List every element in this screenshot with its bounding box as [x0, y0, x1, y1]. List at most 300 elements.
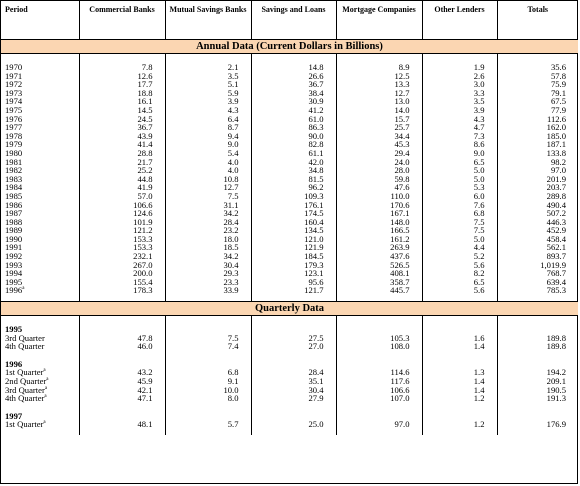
cell-totals: 162.0 — [497, 123, 578, 132]
period-label: 1993 — [5, 259, 23, 270]
cell-mutual-savings-banks: 8.7 — [165, 123, 251, 132]
cell-other-lenders: 7.5 — [422, 226, 497, 235]
period-label: 1971 — [5, 70, 23, 81]
cell-savings-and-loans: 38.4 — [251, 89, 336, 98]
column-header-period: Period — [5, 5, 28, 14]
cell-mutual-savings-banks: 9.4 — [165, 132, 251, 141]
period-cell — [1, 342, 79, 351]
period-label: 3rd Quarter — [5, 384, 45, 395]
cell-savings-and-loans: 90.0 — [251, 132, 336, 141]
footnote-marker: a — [46, 377, 49, 383]
annual-row — [1, 63, 578, 72]
annual-row — [1, 192, 578, 201]
group-year-label: 1997 — [5, 410, 23, 421]
cell-mortgage-companies: 13.3 — [336, 80, 422, 89]
cell-savings-and-loans: 30.9 — [251, 97, 336, 106]
cell-mortgage-companies: 263.9 — [336, 243, 422, 252]
cell-commercial-banks: 57.0 — [79, 192, 165, 201]
cell-mortgage-companies: 14.0 — [336, 106, 422, 115]
cell-commercial-banks: 43.9 — [79, 132, 165, 141]
cell-commercial-banks: 17.7 — [79, 80, 165, 89]
cell-totals: 187.1 — [497, 140, 578, 149]
period-label: 1994 — [5, 268, 23, 279]
period-label: 1983 — [5, 173, 23, 184]
spacer-row — [1, 316, 578, 326]
cell-other-lenders: 6.5 — [422, 278, 497, 287]
period-label: 1979 — [5, 139, 23, 150]
spacer-row — [1, 351, 578, 360]
period-label: 1984 — [5, 182, 23, 193]
period-label: 1980 — [5, 147, 23, 158]
cell-mortgage-companies: 148.0 — [336, 218, 422, 227]
cell-commercial-banks: 41.4 — [79, 140, 165, 149]
footnote-marker: a — [44, 385, 48, 391]
cell-mortgage-companies: 166.5 — [336, 226, 422, 235]
cell-commercial-banks: 106.6 — [79, 201, 165, 210]
cell-mortgage-companies: 408.1 — [336, 269, 422, 278]
cell-mortgage-companies: 28.0 — [336, 166, 422, 175]
spacer-row — [1, 429, 578, 435]
cell-savings-and-loans: 184.5 — [251, 252, 336, 261]
cell-totals: 785.3 — [497, 286, 578, 295]
cell-other-lenders: 3.3 — [422, 89, 497, 98]
cell-mortgage-companies: 45.3 — [336, 140, 422, 149]
cell-other-lenders: 4.7 — [422, 123, 497, 132]
cell-savings-and-loans: 86.3 — [251, 123, 336, 132]
annual-row — [1, 132, 578, 141]
annual-row — [1, 175, 578, 184]
cell-commercial-banks: 178.3 — [79, 286, 165, 295]
cell-savings-and-loans: 123.1 — [251, 269, 336, 278]
cell-mortgage-companies: 29.4 — [336, 149, 422, 158]
cell-totals: 1,019.9 — [497, 261, 578, 270]
cell-totals: 98.2 — [497, 158, 578, 167]
cell-mutual-savings-banks: 2.1 — [165, 63, 251, 72]
cell-savings-and-loans: 35.1 — [251, 377, 336, 386]
cell-mutual-savings-banks: 12.7 — [165, 183, 251, 192]
cell-mutual-savings-banks: 7.4 — [165, 342, 251, 351]
cell-totals: 35.6 — [497, 63, 578, 72]
cell-other-lenders: 1.3 — [422, 368, 497, 377]
cell-commercial-banks: 18.8 — [79, 89, 165, 98]
cell-totals: 97.0 — [497, 166, 578, 175]
column-header-other-lenders: Other Lenders — [422, 1, 497, 40]
cell-savings-and-loans: 174.5 — [251, 209, 336, 218]
annual-row — [1, 140, 578, 149]
annual-row — [1, 218, 578, 227]
cell-totals: 458.4 — [497, 235, 578, 244]
quarterly-row — [1, 377, 578, 386]
cell-other-lenders: 1.2 — [422, 394, 497, 403]
cell-mutual-savings-banks: 8.0 — [165, 394, 251, 403]
cell-savings-and-loans: 28.4 — [251, 368, 336, 377]
cell-other-lenders: 6.0 — [422, 192, 497, 201]
cell-other-lenders: 7.3 — [422, 132, 497, 141]
cell-commercial-banks: 16.1 — [79, 97, 165, 106]
period-label: 4th Quarter — [5, 393, 45, 404]
annual-row — [1, 115, 578, 124]
cell-other-lenders: 1.9 — [422, 63, 497, 72]
period-cell — [1, 394, 79, 403]
period-label: 1972 — [5, 79, 23, 90]
cell-commercial-banks: 101.9 — [79, 218, 165, 227]
cell-savings-and-loans: 61.0 — [251, 115, 336, 124]
footnote-marker: a — [22, 286, 25, 292]
cell-commercial-banks: 153.3 — [79, 243, 165, 252]
cell-commercial-banks: 153.3 — [79, 235, 165, 244]
cell-mortgage-companies: 34.4 — [336, 132, 422, 141]
cell-commercial-banks: 21.7 — [79, 158, 165, 167]
cell-totals: 190.5 — [497, 386, 578, 395]
column-header-savings-and-loans: Savings and Loans — [251, 1, 336, 40]
cell-mutual-savings-banks: 10.0 — [165, 386, 251, 395]
cell-mortgage-companies: 106.6 — [336, 386, 422, 395]
cell-commercial-banks: 25.2 — [79, 166, 165, 175]
quarter-group-year — [1, 325, 578, 334]
cell-mutual-savings-banks: 7.5 — [165, 334, 251, 343]
footnote-marker: a — [44, 394, 47, 400]
cell-mutual-savings-banks: 6.8 — [165, 368, 251, 377]
cell-mortgage-companies: 526.5 — [336, 261, 422, 270]
cell-commercial-banks: 28.8 — [79, 149, 165, 158]
annual-section-header — [1, 40, 578, 54]
cell-mutual-savings-banks: 34.2 — [165, 209, 251, 218]
period-label: 1995 — [5, 276, 23, 287]
cell-other-lenders: 3.0 — [422, 80, 497, 89]
cell-totals: 185.0 — [497, 132, 578, 141]
cell-savings-and-loans: 42.0 — [251, 158, 336, 167]
cell-savings-and-loans: 82.8 — [251, 140, 336, 149]
cell-mortgage-companies: 114.6 — [336, 368, 422, 377]
column-header-mutual-savings-banks: Mutual Savings Banks — [165, 1, 251, 40]
cell-commercial-banks: 232.1 — [79, 252, 165, 261]
cell-savings-and-loans: 27.0 — [251, 342, 336, 351]
cell-savings-and-loans: 81.5 — [251, 175, 336, 184]
annual-row — [1, 209, 578, 218]
cell-mutual-savings-banks: 5.9 — [165, 89, 251, 98]
cell-savings-and-loans: 121.9 — [251, 243, 336, 252]
cell-mutual-savings-banks: 29.3 — [165, 269, 251, 278]
cell-mortgage-companies: 25.7 — [336, 123, 422, 132]
cell-other-lenders: 9.0 — [422, 149, 497, 158]
period-label: 1974 — [5, 96, 23, 107]
cell-totals: 79.1 — [497, 89, 578, 98]
annual-row — [1, 72, 578, 81]
period-cell — [1, 420, 79, 429]
annual-row — [1, 235, 578, 244]
cell-savings-and-loans: 14.8 — [251, 63, 336, 72]
cell-commercial-banks: 43.2 — [79, 368, 165, 377]
cell-mortgage-companies: 170.6 — [336, 201, 422, 210]
annual-row — [1, 226, 578, 235]
cell-totals: 289.8 — [497, 192, 578, 201]
cell-mortgage-companies: 437.6 — [336, 252, 422, 261]
cell-mutual-savings-banks: 28.4 — [165, 218, 251, 227]
cell-totals: 768.7 — [497, 269, 578, 278]
period-label: 1978 — [5, 130, 23, 141]
annual-row — [1, 80, 578, 89]
column-header-commercial-banks: Commercial Banks — [79, 1, 165, 40]
period-label: 1970 — [5, 62, 23, 72]
annual-row — [1, 269, 578, 278]
cell-savings-and-loans: 41.2 — [251, 106, 336, 115]
cell-other-lenders: 3.9 — [422, 106, 497, 115]
cell-mortgage-companies: 24.0 — [336, 158, 422, 167]
cell-other-lenders: 7.5 — [422, 218, 497, 227]
cell-savings-and-loans: 121.0 — [251, 235, 336, 244]
cell-mutual-savings-banks: 30.4 — [165, 261, 251, 270]
cell-totals: 176.9 — [497, 420, 578, 429]
cell-commercial-banks: 124.6 — [79, 209, 165, 218]
period-label: 1988 — [5, 216, 23, 227]
cell-mortgage-companies: 12.5 — [336, 72, 422, 81]
period-label: 1986 — [5, 199, 23, 210]
period-label: 3rd Quarter — [5, 332, 45, 343]
cell-commercial-banks: 47.8 — [79, 334, 165, 343]
cell-savings-and-loans: 109.3 — [251, 192, 336, 201]
cell-commercial-banks: 267.0 — [79, 261, 165, 270]
cell-mutual-savings-banks: 10.8 — [165, 175, 251, 184]
cell-mortgage-companies: 13.0 — [336, 97, 422, 106]
quarterly-row — [1, 394, 578, 403]
cell-totals: 639.4 — [497, 278, 578, 287]
cell-totals: 452.9 — [497, 226, 578, 235]
cell-savings-and-loans: 160.4 — [251, 218, 336, 227]
quarterly-section-header — [1, 302, 578, 316]
period-label: 4th Quarter — [5, 341, 45, 352]
cell-totals: 191.3 — [497, 394, 578, 403]
cell-other-lenders: 2.6 — [422, 72, 497, 81]
quarter-group-year — [1, 412, 578, 421]
cell-other-lenders: 5.0 — [422, 166, 497, 175]
period-label: 1976 — [5, 113, 23, 124]
cell-savings-and-loans: 96.2 — [251, 183, 336, 192]
cell-commercial-banks: 24.5 — [79, 115, 165, 124]
cell-savings-and-loans: 34.8 — [251, 166, 336, 175]
cell-mutual-savings-banks: 18.0 — [165, 235, 251, 244]
period-label: 1st Quarter — [5, 367, 44, 378]
period-cell — [1, 286, 79, 295]
cell-mutual-savings-banks: 4.0 — [165, 166, 251, 175]
period-label: 1996 — [5, 285, 23, 296]
cell-mutual-savings-banks: 34.2 — [165, 252, 251, 261]
annual-row — [1, 158, 578, 167]
cell-savings-and-loans: 26.6 — [251, 72, 336, 81]
cell-commercial-banks: 47.1 — [79, 394, 165, 403]
cell-totals: 562.1 — [497, 243, 578, 252]
quarter-group-year — [1, 360, 578, 369]
cell-other-lenders: 5.3 — [422, 183, 497, 192]
table-body — [1, 40, 578, 435]
cell-other-lenders: 5.0 — [422, 235, 497, 244]
cell-commercial-banks: 7.8 — [79, 63, 165, 72]
cell-mutual-savings-banks: 5.1 — [165, 80, 251, 89]
period-label: 1991 — [5, 242, 23, 253]
cell-savings-and-loans: 25.0 — [251, 420, 336, 429]
cell-totals: 893.7 — [497, 252, 578, 261]
period-label: 1973 — [5, 87, 23, 98]
quarterly-row — [1, 368, 578, 377]
period-label: 1992 — [5, 251, 23, 262]
cell-mutual-savings-banks: 33.9 — [165, 286, 251, 295]
cell-other-lenders: 1.4 — [422, 342, 497, 351]
cell-totals: 67.5 — [497, 97, 578, 106]
cell-totals: 446.3 — [497, 218, 578, 227]
cell-commercial-banks: 45.9 — [79, 377, 165, 386]
spacer-row — [1, 403, 578, 412]
spacer-row — [1, 54, 578, 64]
cell-other-lenders: 8.2 — [422, 269, 497, 278]
cell-totals: 112.6 — [497, 115, 578, 124]
period-label: 1985 — [5, 190, 23, 201]
cell-mutual-savings-banks: 4.3 — [165, 106, 251, 115]
period-label: 1975 — [5, 104, 23, 115]
cell-mutual-savings-banks: 5.7 — [165, 420, 251, 429]
cell-mutual-savings-banks: 23.2 — [165, 226, 251, 235]
cell-other-lenders: 1.4 — [422, 377, 497, 386]
cell-mortgage-companies: 358.7 — [336, 278, 422, 287]
cell-mortgage-companies: 108.0 — [336, 342, 422, 351]
cell-commercial-banks: 46.0 — [79, 342, 165, 351]
cell-mortgage-companies: 110.0 — [336, 192, 422, 201]
cell-savings-and-loans: 27.5 — [251, 334, 336, 343]
cell-savings-and-loans: 176.1 — [251, 201, 336, 210]
cell-totals: 201.9 — [497, 175, 578, 184]
cell-other-lenders: 8.6 — [422, 140, 497, 149]
annual-row — [1, 243, 578, 252]
cell-commercial-banks: 42.1 — [79, 386, 165, 395]
cell-mutual-savings-banks: 18.5 — [165, 243, 251, 252]
cell-commercial-banks: 14.5 — [79, 106, 165, 115]
cell-savings-and-loans: 61.1 — [251, 149, 336, 158]
cell-mortgage-companies: 47.6 — [336, 183, 422, 192]
cell-other-lenders: 7.6 — [422, 201, 497, 210]
cell-other-lenders: 1.4 — [422, 386, 497, 395]
cell-mortgage-companies: 12.7 — [336, 89, 422, 98]
cell-mutual-savings-banks: 6.4 — [165, 115, 251, 124]
quarterly-row — [1, 334, 578, 343]
cell-savings-and-loans: 36.7 — [251, 80, 336, 89]
cell-totals: 209.1 — [497, 377, 578, 386]
cell-mutual-savings-banks: 3.5 — [165, 72, 251, 81]
cell-mortgage-companies: 167.1 — [336, 209, 422, 218]
period-label: 1977 — [5, 122, 23, 133]
cell-mortgage-companies: 8.9 — [336, 63, 422, 72]
cell-mortgage-companies: 105.3 — [336, 334, 422, 343]
cell-savings-and-loans: 95.6 — [251, 278, 336, 287]
cell-savings-and-loans: 121.7 — [251, 286, 336, 295]
cell-other-lenders: 1.2 — [422, 420, 497, 429]
cell-savings-and-loans: 179.3 — [251, 261, 336, 270]
annual-row — [1, 278, 578, 287]
cell-mutual-savings-banks: 3.9 — [165, 97, 251, 106]
period-label: 2nd Quarter — [5, 376, 47, 386]
period-label: 1989 — [5, 225, 23, 236]
cell-totals: 133.8 — [497, 149, 578, 158]
cell-mutual-savings-banks: 31.1 — [165, 201, 251, 210]
cell-mortgage-companies: 15.7 — [336, 115, 422, 124]
annual-row — [1, 123, 578, 132]
cell-totals: 189.8 — [497, 342, 578, 351]
cell-other-lenders: 6.8 — [422, 209, 497, 218]
cell-totals: 57.8 — [497, 72, 578, 81]
cell-totals: 203.7 — [497, 183, 578, 192]
cell-other-lenders: 6.5 — [422, 158, 497, 167]
period-label: 1st Quarter — [5, 419, 44, 430]
cell-other-lenders: 5.6 — [422, 286, 497, 295]
cell-mortgage-companies: 107.0 — [336, 394, 422, 403]
annual-row — [1, 106, 578, 115]
annual-row — [1, 149, 578, 158]
period-label: 1981 — [5, 156, 23, 167]
cell-mutual-savings-banks: 4.0 — [165, 158, 251, 167]
quarterly-row — [1, 420, 578, 429]
cell-totals: 490.4 — [497, 201, 578, 210]
period-label: 1990 — [5, 233, 23, 244]
column-header-totals: Totals — [497, 1, 578, 40]
group-year-label: 1995 — [5, 324, 23, 335]
cell-other-lenders: 4.3 — [422, 115, 497, 124]
cell-mortgage-companies: 117.6 — [336, 377, 422, 386]
cell-commercial-banks: 155.4 — [79, 278, 165, 287]
cell-totals: 77.9 — [497, 106, 578, 115]
annual-row — [1, 201, 578, 210]
footnote-marker: a — [43, 368, 46, 374]
cell-commercial-banks: 44.8 — [79, 175, 165, 184]
cell-mortgage-companies: 445.7 — [336, 286, 422, 295]
cell-mutual-savings-banks: 9.1 — [165, 377, 251, 386]
annual-row — [1, 252, 578, 261]
cell-commercial-banks: 12.6 — [79, 72, 165, 81]
cell-totals: 507.2 — [497, 209, 578, 218]
annual-row — [1, 89, 578, 98]
cell-other-lenders: 5.0 — [422, 175, 497, 184]
annual-section-title: Annual Data (Current Dollars in Billions) — [1, 40, 578, 54]
cell-savings-and-loans: 30.4 — [251, 386, 336, 395]
cell-other-lenders: 3.5 — [422, 97, 497, 106]
group-year-label: 1996 — [5, 358, 23, 369]
cell-mortgage-companies: 59.8 — [336, 175, 422, 184]
cell-mortgage-companies: 161.2 — [336, 235, 422, 244]
cell-mutual-savings-banks: 23.3 — [165, 278, 251, 287]
cell-totals: 189.8 — [497, 334, 578, 343]
cell-commercial-banks: 200.0 — [79, 269, 165, 278]
cell-other-lenders: 4.4 — [422, 243, 497, 252]
cell-totals: 75.9 — [497, 80, 578, 89]
cell-savings-and-loans: 27.9 — [251, 394, 336, 403]
cell-commercial-banks: 41.9 — [79, 183, 165, 192]
quarterly-section-title: Quarterly Data — [1, 302, 578, 316]
footnote-marker: a — [43, 420, 46, 426]
annual-row — [1, 166, 578, 175]
cell-commercial-banks: 121.2 — [79, 226, 165, 235]
annual-row — [1, 286, 578, 295]
annual-row — [1, 97, 578, 106]
cell-mutual-savings-banks: 5.4 — [165, 149, 251, 158]
cell-other-lenders: 5.2 — [422, 252, 497, 261]
cell-other-lenders: 1.6 — [422, 334, 497, 343]
cell-mutual-savings-banks: 7.5 — [165, 192, 251, 201]
quarterly-row — [1, 342, 578, 351]
cell-mutual-savings-banks: 9.0 — [165, 140, 251, 149]
annual-row — [1, 261, 578, 270]
cell-totals: 194.2 — [497, 368, 578, 377]
cell-mortgage-companies: 97.0 — [336, 420, 422, 429]
cell-savings-and-loans: 134.5 — [251, 226, 336, 235]
cell-commercial-banks: 36.7 — [79, 123, 165, 132]
quarterly-row — [1, 386, 578, 395]
column-header-mortgage-companies: Mortgage Companies — [336, 1, 422, 40]
